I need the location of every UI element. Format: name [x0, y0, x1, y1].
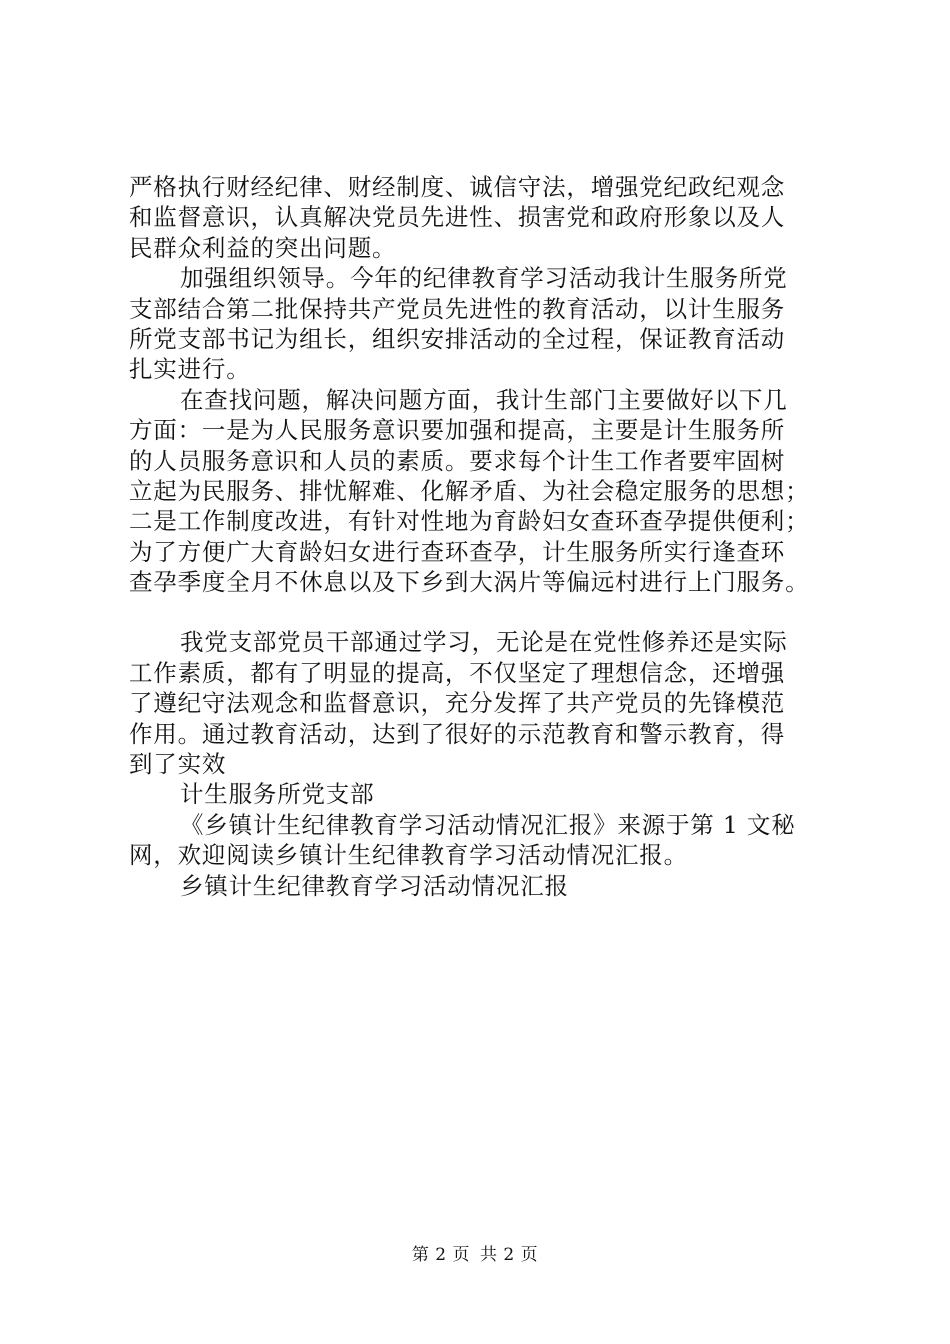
text-line: 了遵纪守法观念和监督意识，充分发挥了共产党员的先锋模范 [129, 689, 786, 718]
paragraph-start-line: 我党支部党员干部通过学习，无论是在党性修养还是实际 [180, 628, 788, 657]
paragraph-start-line: 加强组织领导。今年的纪律教育学习活动我计生服务所党 [180, 264, 788, 293]
paragraph-gap [129, 597, 829, 627]
text-line: 作用。通过教育活动，达到了很好的示范教育和警示教育，得 [129, 719, 786, 748]
signature-line: 计生服务所党支部 [180, 780, 375, 809]
text-line: 二是工作制度改进，有针对性地为育龄妇女查环查孕提供便利； [129, 507, 810, 536]
text-line: 查孕季度全月不休息以及下乡到大涡片等偏远村进行上门服务。 [129, 568, 810, 597]
text-line: 到了实效 [129, 750, 227, 779]
text-line: 立起为民服务、排忧解难、化解矛盾、为社会稳定服务的思想； [129, 476, 810, 505]
page-footer [0, 1244, 950, 1266]
text-line: 支部结合第二批保持共产党员先进性的教育活动，以计生服务 [129, 294, 786, 323]
text-line: 工作素质，都有了明显的提高，不仅坚定了理想信念，还增强 [129, 658, 786, 687]
source-note-line: 《乡镇计生纪律教育学习活动情况汇报》来源于第 1 文秘 [180, 810, 796, 839]
text-line: 为了方便广大育龄妇女进行查环查孕，计生服务所实行逢查环 [129, 537, 786, 566]
text-line: 民群众利益的突出问题。 [129, 233, 397, 262]
text-line: 所党支部书记为组长，组织安排活动的全过程，保证教育活动 [129, 324, 786, 353]
text-line: 的人员服务意识和人员的素质。要求每个计生工作者要牢固树 [129, 446, 786, 475]
document-title-line: 乡镇计生纪律教育学习活动情况汇报 [180, 871, 569, 900]
page-number: 第 2 页 [411, 1245, 470, 1265]
document-body [129, 172, 829, 901]
text-line: 扎实进行。 [129, 355, 251, 384]
text-line: 严格执行财经纪律、财经制度、诚信守法，增强党纪政纪观念 [129, 173, 786, 201]
text-line: 和监督意识，认真解决党员先进性、损害党和政府形象以及人 [129, 203, 786, 232]
paragraph-start-line: 在查找问题，解决问题方面，我计生部门主要做好以下几 [180, 385, 788, 414]
page-total: 共 2 页 [480, 1245, 539, 1265]
source-note-line: 网，欢迎阅读乡镇计生纪律教育学习活动情况汇报。 [129, 841, 688, 870]
text-line: 方面：一是为人民服务意识要加强和提高，主要是计生服务所 [129, 416, 786, 445]
